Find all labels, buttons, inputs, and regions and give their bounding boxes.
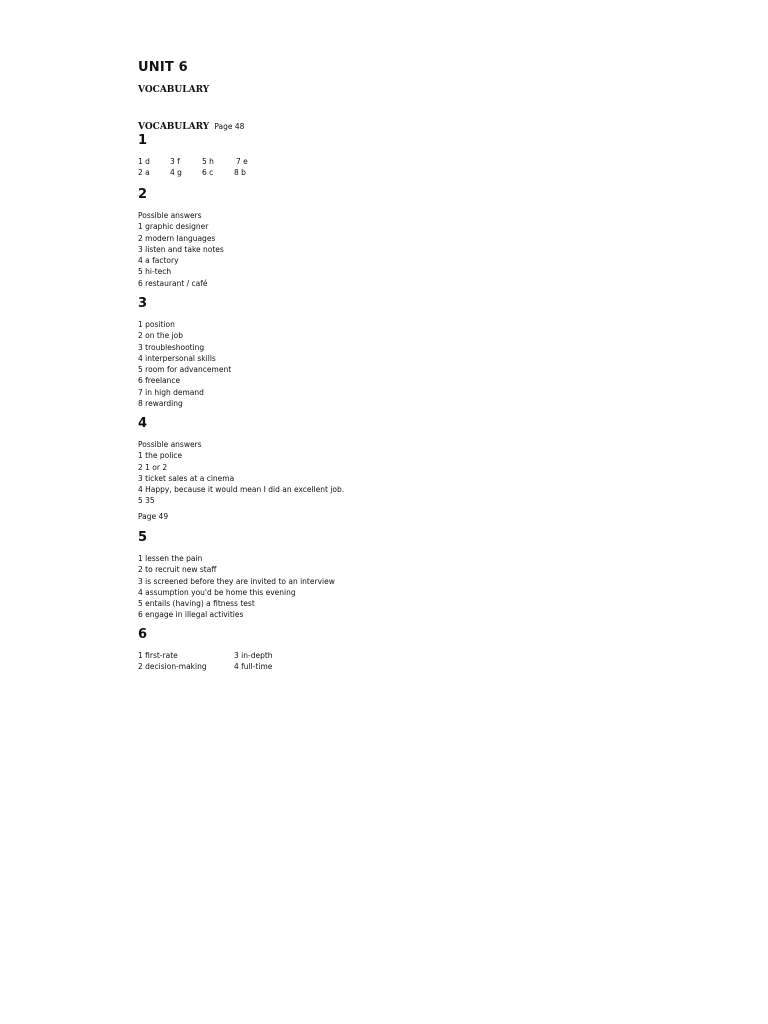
exercise-5-number: 5 [138,530,148,545]
page-49-reference: Page 49 [138,512,169,521]
answer-cell: 4 full-time [234,662,273,671]
answer-line: 3 listen and take notes [138,244,224,254]
answer-line: 4 a factory [138,256,179,266]
answer-cell: 2 decision-making [138,662,207,671]
answer-cell: 5 h [202,157,214,166]
exercise-3-answers [138,319,231,409]
answer-line: Possible answers [138,440,202,449]
answer-line: 6 freelance [138,376,181,386]
answer-cell: 4 g [170,168,182,177]
answer-line: 3 troubleshooting [138,342,205,352]
answer-line: 2 on the job [138,331,184,341]
answer-cell: 6 c [202,168,214,177]
answer-line: 1 graphic designer [138,222,209,232]
answer-line: 3 ticket sales at a cinema [138,473,235,483]
exercise-3-number: 3 [138,296,148,311]
exercise-4-number: 4 [138,416,148,431]
subheading-label: VOCABULARY [138,122,210,132]
answer-cell: 1 first-rate [138,651,178,660]
answer-line: Possible answers [138,211,202,220]
answer-cell: 3 f [170,157,180,166]
exercise-5-answers [138,553,335,621]
answer-line: 1 the police [138,451,183,461]
answer-cell: 1 d [138,157,150,166]
answer-line: 5 entails (having) a fitness test [138,599,255,609]
unit-title: UNIT 6 [138,60,188,75]
answer-line: 5 35 [138,496,155,506]
answer-line: 5 room for advancement [138,365,232,375]
answer-line: 1 lessen the pain [138,554,203,563]
answer-cell: 8 b [234,168,246,177]
answer-line: 2 modern languages [138,233,216,243]
exercise-2-answers [138,210,224,289]
answer-cell: 7 e [236,157,248,166]
answer-line: 6 restaurant / café [138,278,208,288]
answer-line: 4 assumption you'd be home this evening [138,587,296,597]
answer-cell: 2 a [138,168,150,177]
exercise-4-answers [138,439,344,507]
answer-line: 5 hi-tech [138,267,172,277]
answer-line: 1 position [138,320,175,329]
answer-line: 3 is screened before they are invited to an interview [138,576,335,586]
section-heading: VOCABULARY [138,85,210,95]
page-reference: Page 48 [214,122,245,131]
answer-line: 8 rewarding [138,399,183,409]
exercise-1-number: 1 [138,133,148,148]
section-subheading [138,114,244,133]
answer-line: 2 to recruit new staff [138,565,217,575]
answer-line: 4 interpersonal skills [138,353,216,363]
answer-line: 2 1 or 2 [138,462,168,472]
answer-line: 6 engage in illegal activities [138,610,244,620]
answer-line: 7 in high demand [138,387,204,397]
exercise-6-number: 6 [138,627,148,642]
exercise-2-number: 2 [138,187,148,202]
answer-cell: 3 in-depth [234,651,273,660]
answer-line: 4 Happy, because it would mean I did an excellent job. [138,485,345,495]
